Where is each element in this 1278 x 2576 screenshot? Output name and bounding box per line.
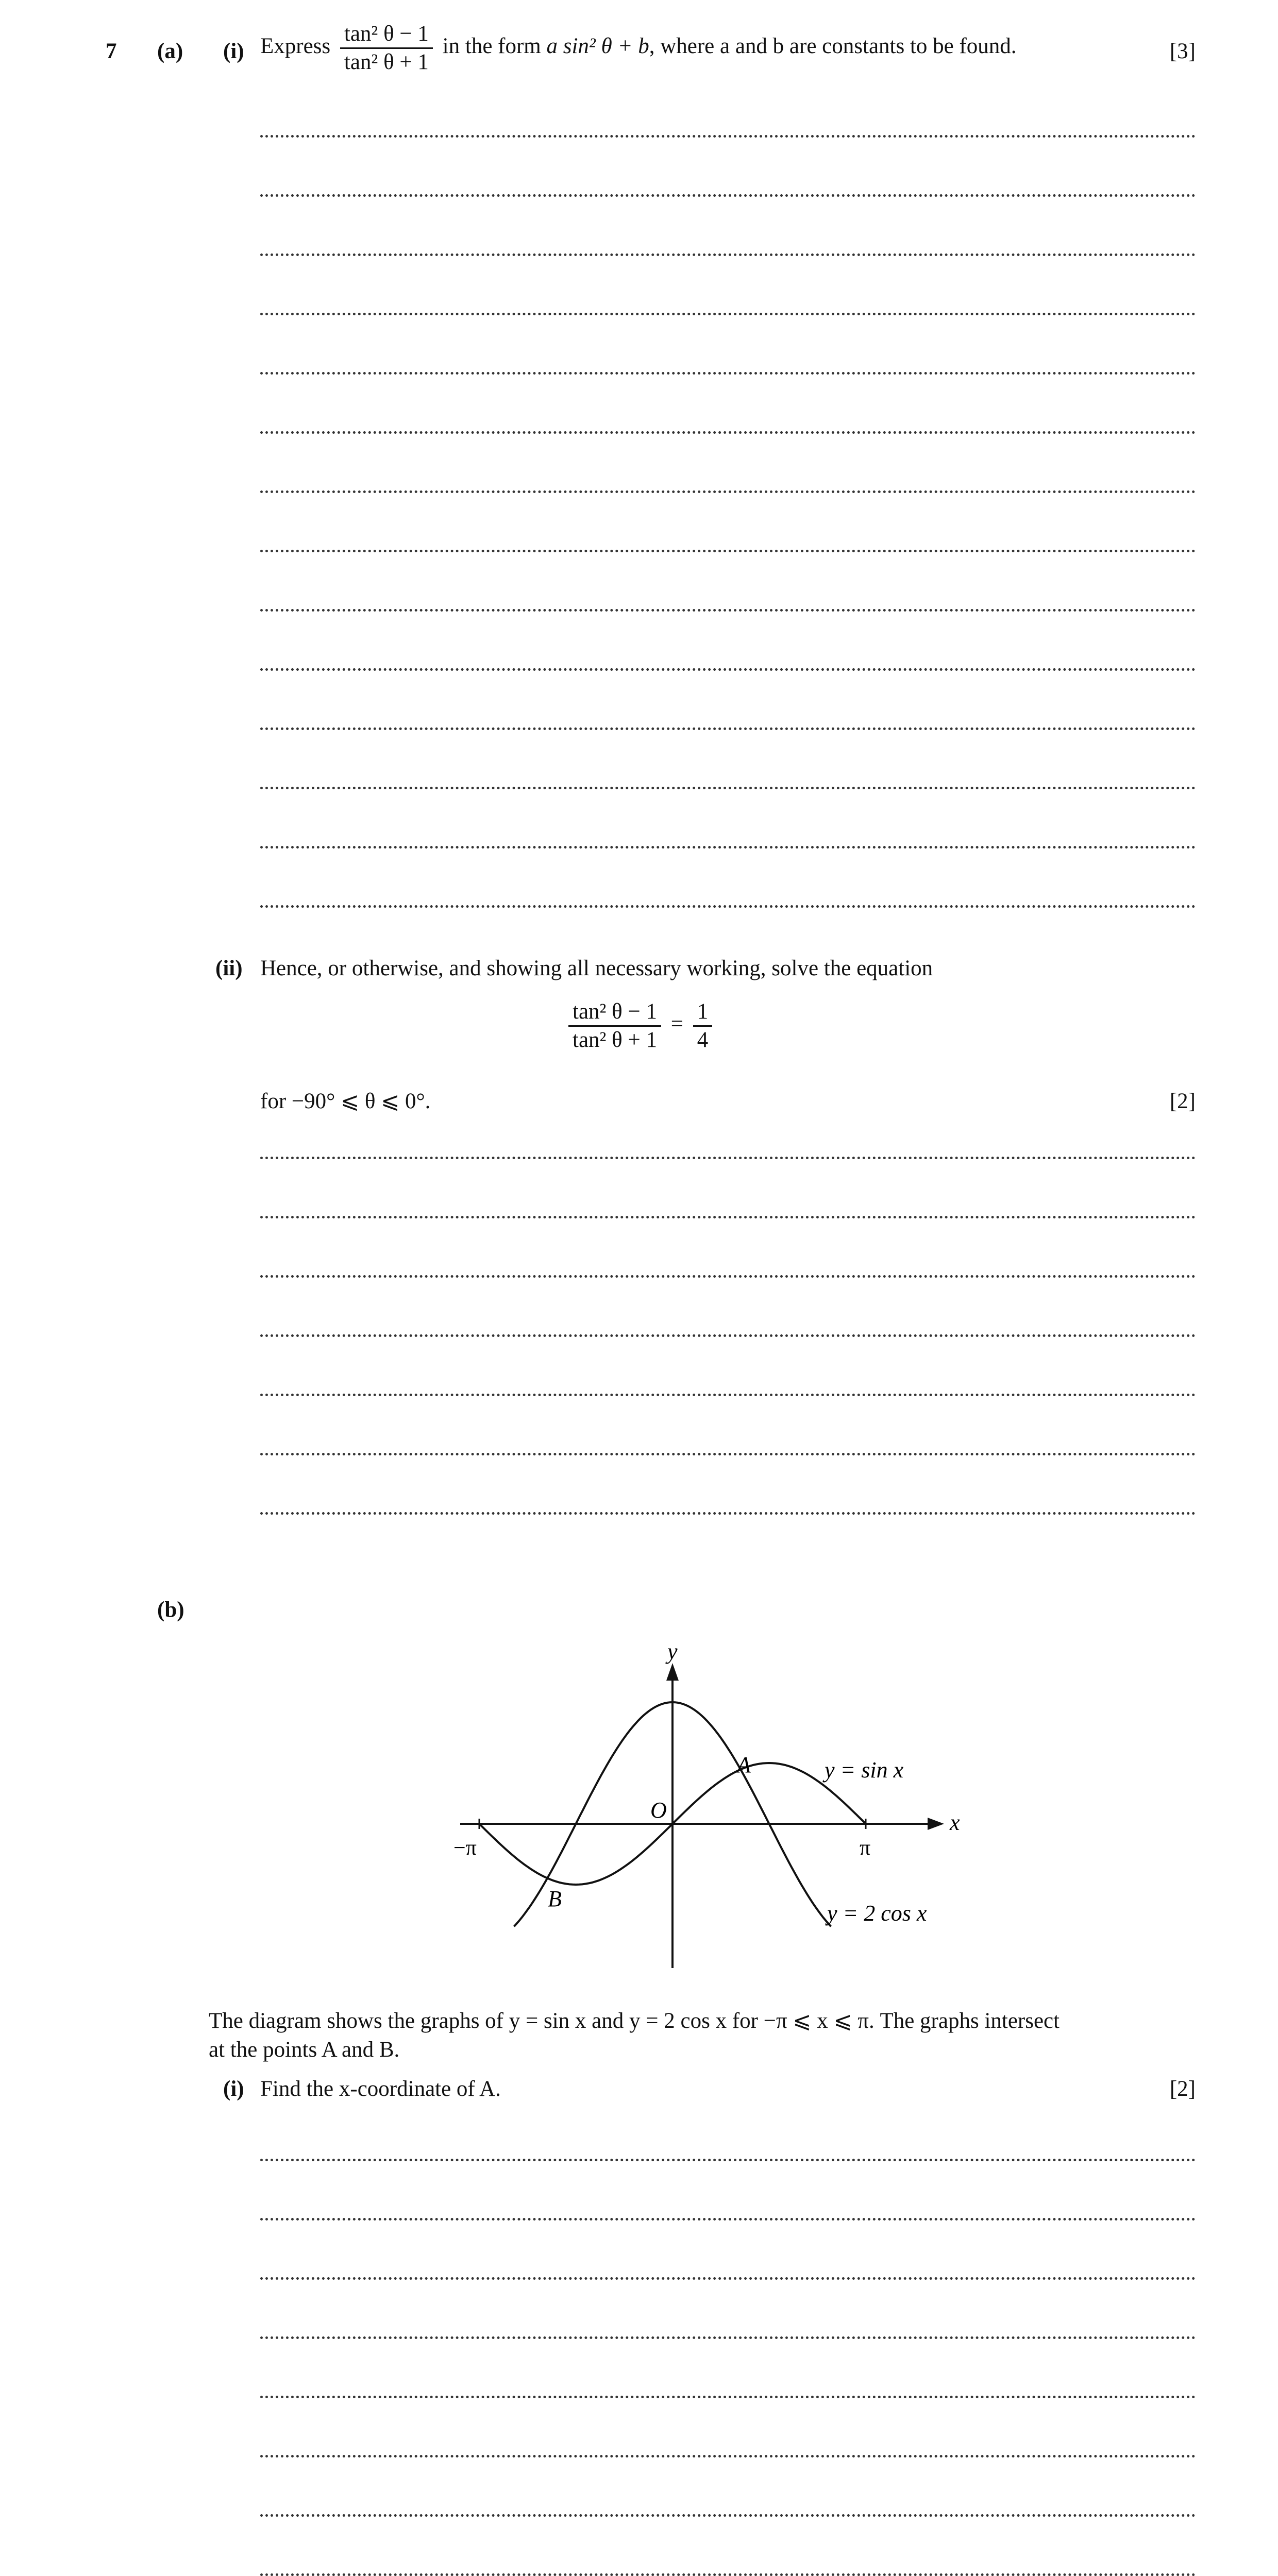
answer-line [260, 2218, 1196, 2221]
fraction-numerator: tan² θ − 1 [340, 21, 433, 49]
part-a-ii-intro: Hence, or otherwise, and showing all necessary working, solve the equation [260, 956, 933, 980]
equals-sign: = [670, 1011, 684, 1036]
answer-line [260, 253, 1196, 256]
answer-line [260, 1275, 1196, 1278]
part-b-i-label: (i) [223, 2077, 244, 2101]
answer-line [260, 727, 1196, 730]
part-a-i-fraction [340, 21, 433, 75]
answer-line [260, 1394, 1196, 1396]
answer-line [260, 2159, 1196, 2161]
answer-line [260, 1453, 1196, 1455]
x-axis-label: x [950, 1810, 960, 1835]
answer-line [260, 490, 1196, 493]
answer-line [260, 313, 1196, 315]
answer-line [260, 787, 1196, 789]
answer-line [260, 846, 1196, 849]
answer-line [260, 1157, 1196, 1159]
part-b-description [209, 2007, 1196, 2064]
description-line-2: at the points A and B. [209, 2037, 400, 2062]
part-a-ii-domain: for −90° ⩽ θ ⩽ 0°. [260, 1089, 431, 1113]
answer-line [260, 2396, 1196, 2398]
answer-line [260, 2514, 1196, 2517]
y-axis-arrow [666, 1663, 679, 1681]
part-a-i-text-mid: in the form [442, 33, 541, 58]
part-b-i-marks: [2] [1169, 2077, 1196, 2101]
cos-curve-label: y = 2 cos x [827, 1901, 927, 1926]
fraction-denominator: tan² θ + 1 [344, 49, 429, 74]
equation-rhs-fraction [693, 998, 713, 1053]
question-number: 7 [106, 39, 117, 63]
point-b-label: B [548, 1886, 562, 1911]
origin-label: O [650, 1798, 667, 1823]
answer-line [260, 431, 1196, 434]
fraction-denominator: tan² θ + 1 [573, 1027, 658, 1052]
part-b-label: (b) [157, 1598, 184, 1622]
answer-line [260, 609, 1196, 612]
answer-line [260, 2455, 1196, 2458]
answer-line [260, 372, 1196, 375]
answer-line [260, 194, 1196, 197]
trig-graphs-diagram [443, 1613, 969, 1973]
neg-pi-label: −π [453, 1836, 477, 1860]
x-axis-arrow [928, 1818, 944, 1830]
part-a-ii-equation [564, 998, 716, 1053]
answer-line [260, 1512, 1196, 1515]
fraction-numerator: tan² θ − 1 [568, 998, 661, 1027]
part-a-i-question [260, 21, 1017, 75]
answer-line [260, 905, 1196, 908]
description-line-1: The diagram shows the graphs of y = sin x and y = 2 cos x for −π ⩽ x ⩽ π. The graphs intersect [209, 2009, 1060, 2033]
part-a-i-marks: [3] [1169, 39, 1196, 63]
part-a-i-text-after: , where a and b are constants to be found. [649, 33, 1017, 58]
answer-line [260, 2336, 1196, 2339]
point-a-label: A [737, 1752, 751, 1777]
part-a-label: (a) [157, 39, 183, 63]
pi-label: π [860, 1836, 871, 1860]
part-a-i-label: (i) [223, 39, 244, 63]
fraction-denominator: 4 [697, 1027, 709, 1052]
part-a-i-expression: a sin² θ + b [546, 33, 649, 58]
answer-line [260, 550, 1196, 552]
answer-line [260, 2277, 1196, 2280]
sin-curve-label: y = sin x [825, 1757, 904, 1783]
fraction-numerator: 1 [693, 998, 713, 1027]
answer-line [260, 135, 1196, 138]
equation-lhs-fraction [568, 998, 661, 1053]
part-b-i-text: Find the x-coordinate of A. [260, 2077, 501, 2101]
answer-line [260, 1334, 1196, 1337]
answer-line [260, 2573, 1196, 2576]
part-a-i-text-before: Express [260, 33, 331, 58]
answer-line [260, 668, 1196, 671]
answer-line [260, 1216, 1196, 1218]
y-axis-label: y [667, 1639, 678, 1664]
part-a-ii-marks: [2] [1169, 1089, 1196, 1113]
part-a-ii-label: (ii) [215, 956, 243, 980]
